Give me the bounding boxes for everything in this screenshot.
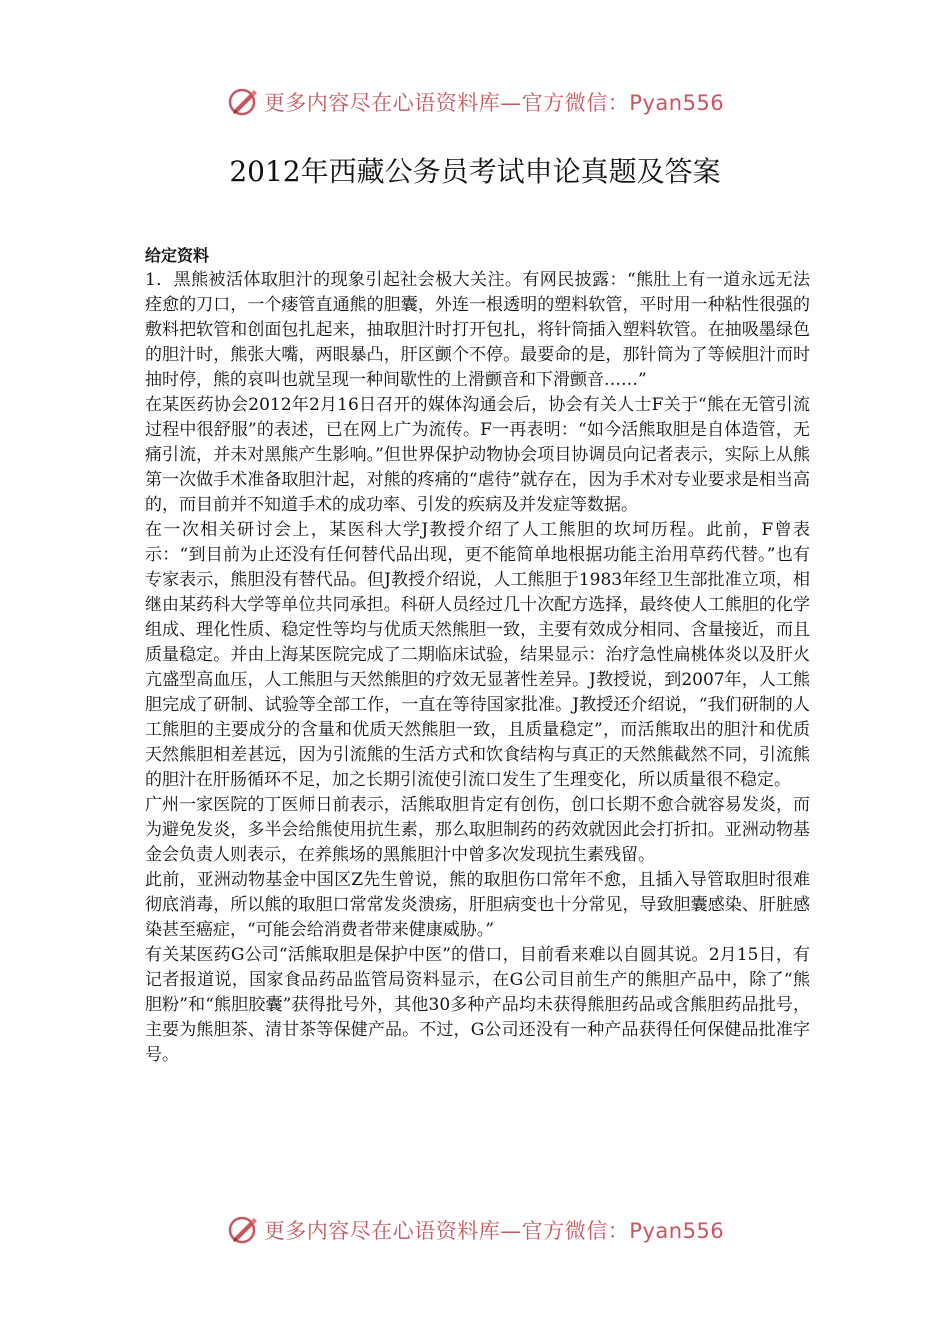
paragraph-6: 有关某医药G公司“活熊取胆是保护中医”的借口，目前看来难以自圆其说。2月15日，有记者报道说，国家食品药品监管局资料显示，在G公司目前生产的熊胆产品中，除了“熊胆粉”和“熊胆胶囊”获得批号外，其他30多种产品均未获得熊胆药品或含熊胆药品批号，主要为熊胆茶、清甘茶等保健产品。不过，G公司还没有一种产品获得任何保健品批准字号。 (145, 945, 810, 1065)
paragraph-1: 1．黑熊被活体取胆汁的现象引起社会极大关注。有网民披露：“熊肚上有一道永远无法痊愈的刀口，一个瘘管直通熊的胆囊，外连一根透明的塑料软管，平时用一种粘性很强的敷料把软管和创面包扎起来，抽取胆汁时打开包扎，将针筒插入塑料软管。在抽吸墨绿色的胆汁时，熊张大嘴，两眼暴凸，肝区颤个不停。最要命的是，那针筒为了等候胆汁而时抽时停，熊的哀叫也就呈现一种间歇性的上滑颤音和下滑颤音……” (145, 270, 810, 390)
paragraph-4: 广州一家医院的丁医师日前表示，活熊取胆肯定有创伤，创口长期不愈合就容易发炎，而为避免发炎，多半会给熊使用抗生素，那么取胆制药的药效就因此会打折扣。亚洲动物基金会负责人则表示，在养熊场的黑熊胆汁中曾多次发现抗生素残留。 (145, 795, 810, 865)
document-body (145, 244, 810, 1068)
footer-banner (0, 1210, 950, 1250)
paragraph-3: 在一次相关研讨会上，某医科大学J教授介绍了人工熊胆的坎坷历程。此前，F曾表示：“到目前为止还没有任何替代品出现，更不能简单地根据功能主治用草药代替。”也有专家表示，熊胆没有替代品。但J教授介绍说，人工熊胆于1983年经卫生部批准立项，相继由某药科大学等单位共同承担。科研人员经过几十次配方选择，最终使人工熊胆的化学组成、理化性质、稳定性等均与优质天然熊胆一致，主要有效成分相同、含量接近，而且质量稳定。并由上海某医院完成了二期临床试验，结果显示：治疗急性扁桃体炎以及肝火亢盛型高血压，人工熊胆与天然熊胆的疗效无显著性差异。J教授说，到2007年，人工熊胆完成了研制、试验等全部工作，一直在等待国家批准。J教授还介绍说，“我们研制的人工熊胆的主要成分的含量和优质天然熊胆一致，且质量稳定”，而活熊取出的胆汁和优质天然熊胆相差甚远，因为引流熊的生活方式和饮食结构与真正的天然熊截然不同，引流熊的胆汁在肝肠循环不足，加之长期引流使引流口发生了生理变化，所以质量很不稳定。 (145, 520, 810, 790)
document-title: 2012年西藏公务员考试申论真题及答案 (229, 155, 721, 188)
pen-logo-icon (226, 85, 260, 119)
section-heading: 给定资料 (145, 246, 210, 265)
pen-logo-icon (226, 1213, 260, 1247)
paragraph-2: 在某医药协会2012年2月16日召开的媒体沟通会后，协会有关人士F关于“熊在无管引流过程中很舒服”的表述，已在网上广为流传。F一再表明：“如今活熊取胆是自体造管，无痛引流，并未对黑熊产生影响。”但世界保护动物协会项目协调员向记者表示，实际上从熊第一次做手术准备取胆汁起，对熊的疼痛的“虐待”就存在，因为手术对专业要求是相当高的，而目前并不知道手术的成功率、引发的疾病及并发症等数据。 (145, 395, 810, 515)
header-banner (0, 82, 950, 122)
paragraph-5: 此前，亚洲动物基金中国区Z先生曾说，熊的取胆伤口常年不愈，且插入导管取胆时很难彻底消毒，所以熊的取胆口常常发炎溃疡，肝胆病变也十分常见，导致胆囊感染、肝脏感染甚至癌症，“可能会给消费者带来健康威胁。” (145, 870, 810, 940)
footer-banner-text: 更多内容尽在心语资料库—官方微信：Pyan556 (263, 1219, 725, 1243)
header-banner-text: 更多内容尽在心语资料库—官方微信：Pyan556 (263, 91, 725, 115)
